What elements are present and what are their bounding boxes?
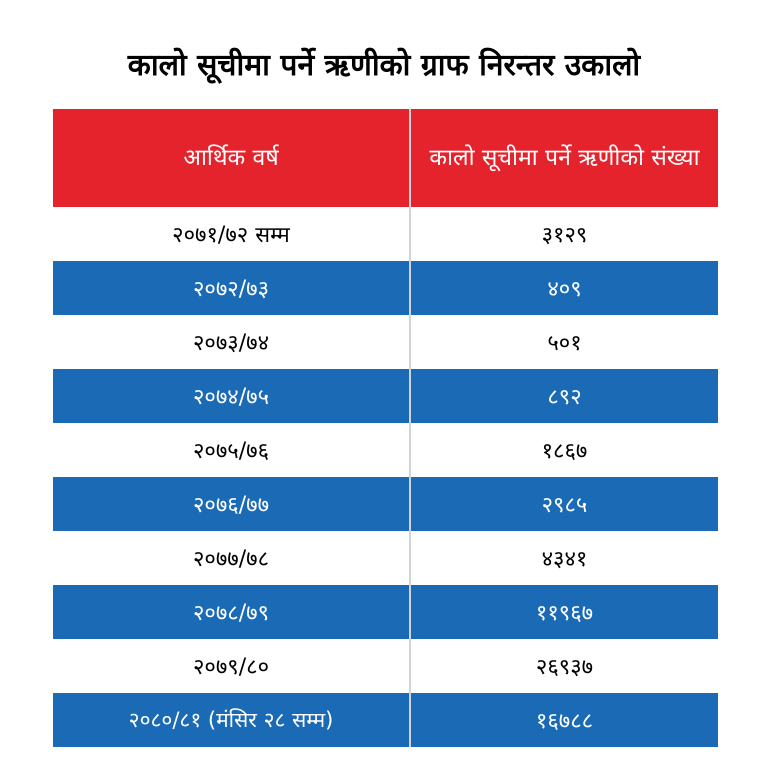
count-cell: १८६७	[541, 439, 588, 464]
page-title: कालो सूचीमा पर्ने ऋणीको ग्राफ निरन्तर उकालो	[127, 48, 641, 83]
header-defaulter-count: कालो सूचीमा पर्ने ऋणीको संख्या	[429, 145, 700, 171]
table-row	[53, 315, 718, 369]
table-row	[53, 477, 718, 531]
fiscal-year-cell: २०७६/७७	[53, 477, 411, 531]
count-cell: २९८५	[541, 493, 588, 518]
table-row	[53, 585, 718, 639]
count-cell: ३१२९	[541, 223, 588, 248]
table-row	[53, 261, 718, 315]
fiscal-year-cell: २०८०/८१ (मंसिर २८ सम्म)	[53, 693, 411, 747]
fiscal-year-cell: २०७९/८०	[53, 639, 411, 693]
count-cell: ४०९	[547, 277, 582, 302]
table-row	[53, 531, 718, 585]
fiscal-year-cell: २०७१/७२ सम्म	[53, 207, 411, 261]
table-row	[53, 207, 718, 261]
table-header-row	[53, 109, 718, 207]
fiscal-year-cell: २०७७/७८	[53, 531, 411, 585]
defaulters-table	[53, 109, 718, 747]
table-row	[53, 639, 718, 693]
count-cell: ४३४१	[541, 547, 588, 572]
count-cell: ११९६७	[535, 601, 594, 626]
fiscal-year-cell: २०७४/७५	[53, 369, 411, 423]
table-row	[53, 423, 718, 477]
fiscal-year-cell: २०७५/७६	[53, 423, 411, 477]
count-cell: २६९३७	[535, 655, 594, 680]
table-row	[53, 369, 718, 423]
count-cell: ८९२	[547, 385, 582, 410]
count-cell: १६७८८	[535, 709, 594, 734]
fiscal-year-cell: २०७८/७९	[53, 585, 411, 639]
fiscal-year-cell: २०७३/७४	[53, 315, 411, 369]
table-row	[53, 693, 718, 747]
count-cell: ५०१	[547, 331, 582, 356]
fiscal-year-cell: २०७२/७३	[53, 261, 411, 315]
header-fiscal-year: आर्थिक वर्ष	[53, 109, 411, 207]
